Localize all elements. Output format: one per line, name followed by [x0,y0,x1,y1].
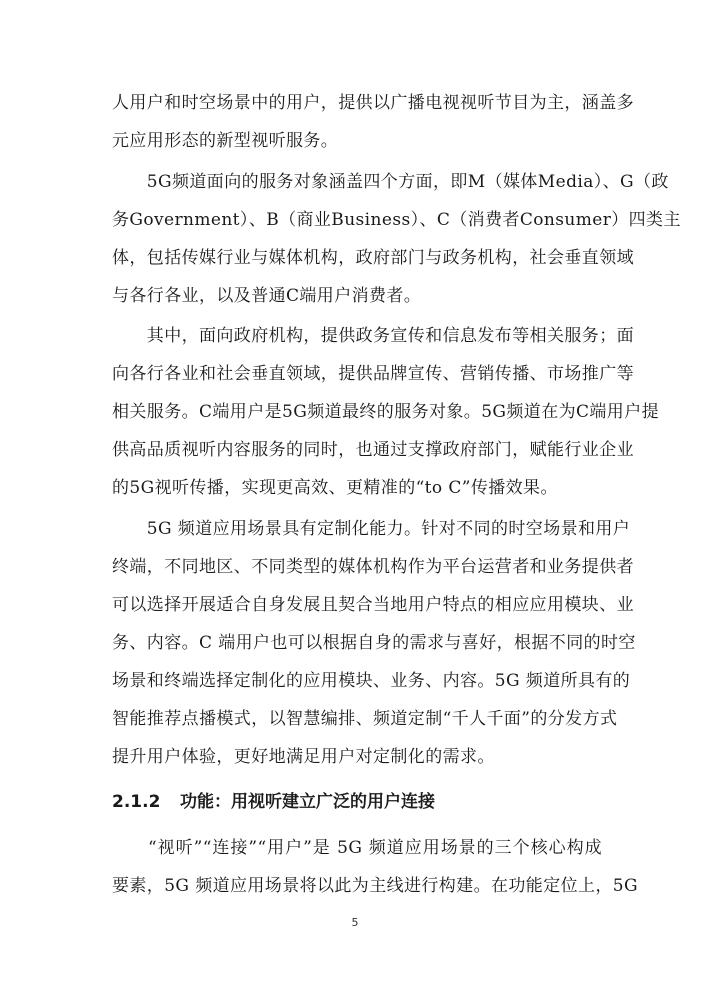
paragraph-4-line-6: 智能推荐点播模式，以智慧编排、频道定制“千人千面”的分发方式 [112,709,618,729]
paragraph-4-line-4: 务、内容。C 端用户也可以根据自身的需求与喜好，根据不同的时空 [112,633,636,653]
paragraph-3-line-2: 向各行各业和社会垂直领域，提供品牌宣传、营销传播、市场推广等 [112,364,634,384]
paragraph-4-line-5: 场景和终端选择定制化的应用模块、业务、内容。5G 频道所具有的 [112,671,631,691]
paragraph-1-line-2: 元应用形态的新型视听服务。 [112,131,339,151]
paragraph-4-line-7: 提升用户体验，更好地满足用户对定制化的需求。 [112,747,495,767]
paragraph-3-line-1: 其中，面向政府机构，提供政务宣传和信息发布等相关服务；面 [112,326,634,346]
paragraph-2-line-4: 与各行各业，以及普通C端用户消费者。 [112,286,422,306]
paragraph-3-line-5: 的5G视听传播，实现更高效、更精准的“to C”传播效果。 [112,478,558,498]
paragraph-4-line-1: 5G 频道应用场景具有定制化能力。针对不同的时空场景和用户 [112,519,631,539]
section-title: 功能：用视听建立广泛的用户连接 [180,792,435,812]
paragraph-4-line-3: 可以选择开展适合自身发展且契合当地用户特点的相应应用模块、业 [112,595,634,615]
paragraph-4-line-2: 终端，不同地区、不同类型的媒体机构作为平台运营者和业务提供者 [112,557,634,577]
page-number: 5 [351,916,359,929]
paragraph-2-line-2: 务Government）、B（商业Business）、C（消费者Consumer）四类主 [112,210,681,230]
paragraph-1-line-1: 人用户和时空场景中的用户，提供以广播电视视听节目为主，涵盖多 [112,93,634,113]
paragraph-2-line-3: 体，包括传媒行业与媒体机构，政府部门与政务机构，社会垂直领域 [112,248,634,268]
paragraph-3-line-4: 供高品质视听内容服务的同时，也通过支撑政府部门，赋能行业企业 [112,440,634,460]
paragraph-5-line-2: 要素，5G 频道应用场景将以此为主线进行构建。在功能定位上，5G [112,876,638,896]
section-number: 2.1.2 [112,792,161,812]
section-heading [112,791,435,813]
paragraph-3-line-3: 相关服务。C端用户是5G频道最终的服务对象。5G频道在为C端用户提 [112,402,660,422]
paragraph-5-line-1: “视听”“连接”“用户”是 5G 频道应用场景的三个核心构成 [112,838,602,858]
paragraph-2-line-1: 5G频道面向的服务对象涵盖四个方面，即M（媒体Media）、G（政 [112,172,669,192]
